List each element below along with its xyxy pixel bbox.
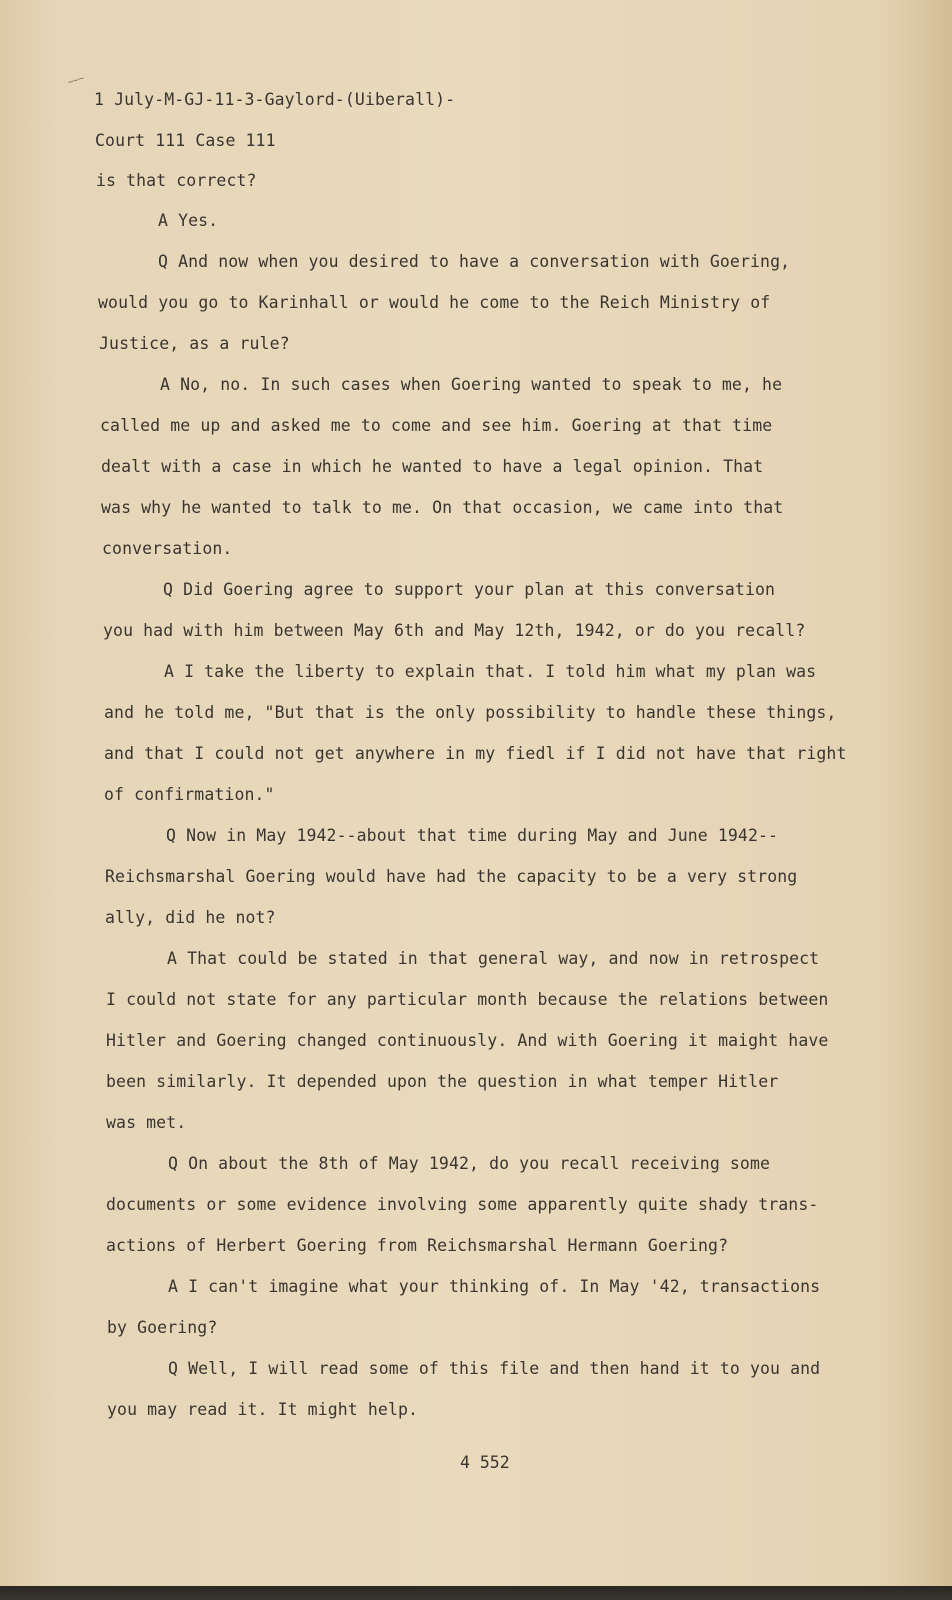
text-line: you had with him between May 6th and May 12th, 1942, or do you recall?	[103, 621, 806, 640]
text-line: would you go to Karinhall or would he come to the Reich Ministry of	[98, 293, 771, 312]
text-line: Q Well, I will read some of this file and then hand it to you and	[168, 1359, 821, 1378]
text-line: A No, no. In such cases when Goering wanted to speak to me, he	[160, 375, 783, 394]
text-line: been similarly. It depended upon the question in what temper Hitler	[106, 1072, 779, 1091]
text-line: Q Did Goering agree to support your plan at this conversation	[163, 580, 776, 599]
text-line: was met.	[106, 1113, 187, 1132]
text-line: Q And now when you desired to have a conversation with Goering,	[158, 252, 791, 271]
court-case-line: Court 111 Case 111	[95, 131, 276, 150]
text-line: of confirmation."	[104, 785, 275, 804]
text-line: and that I could not get anywhere in my fiedl if I did not have that right	[104, 744, 847, 763]
text-line: Reichsmarshal Goering would have had the capacity to be a very strong	[105, 867, 798, 886]
document-header: 1 July-M-GJ-11-3-Gaylord-(Uiberall)-	[94, 90, 456, 109]
text-line: and he told me, "But that is the only possibility to handle these things,	[104, 703, 837, 722]
handwritten-mark: ~~~	[66, 73, 86, 89]
text-line: Justice, as a rule?	[99, 334, 290, 353]
text-line: documents or some evidence involving some apparently quite shady trans-	[106, 1195, 819, 1214]
text-line: A Yes.	[158, 211, 219, 230]
text-line: conversation.	[102, 539, 233, 558]
text-line: A I can't imagine what your thinking of. In May '42, transactions	[168, 1277, 821, 1296]
text-line: dealt with a case in which he wanted to have a legal opinion. That	[101, 457, 764, 476]
scan-bottom-edge	[0, 1586, 952, 1600]
text-line: Q Now in May 1942--about that time during May and June 1942--	[166, 826, 779, 845]
text-line: was why he wanted to talk to me. On that occasion, we came into that	[101, 498, 784, 517]
text-line: A That could be stated in that general way, and now in retrospect	[167, 949, 820, 968]
text-line: called me up and asked me to come and see him. Goering at that time	[100, 416, 773, 435]
text-line: is that correct?	[96, 171, 257, 190]
text-line: Q On about the 8th of May 1942, do you recall receiving some	[168, 1154, 771, 1173]
text-line: I could not state for any particular month because the relations between	[106, 990, 829, 1009]
text-line: Hitler and Goering changed continuously. And with Goering it maight have	[106, 1031, 829, 1050]
text-line: A I take the liberty to explain that. I told him what my plan was	[164, 662, 817, 681]
text-line: you may read it. It might help.	[107, 1400, 419, 1419]
text-line: ally, did he not?	[105, 908, 276, 927]
page-number: 4 552	[460, 1453, 510, 1472]
text-line: by Goering?	[107, 1318, 218, 1337]
text-line: actions of Herbert Goering from Reichsmarshal Hermann Goering?	[106, 1236, 729, 1255]
